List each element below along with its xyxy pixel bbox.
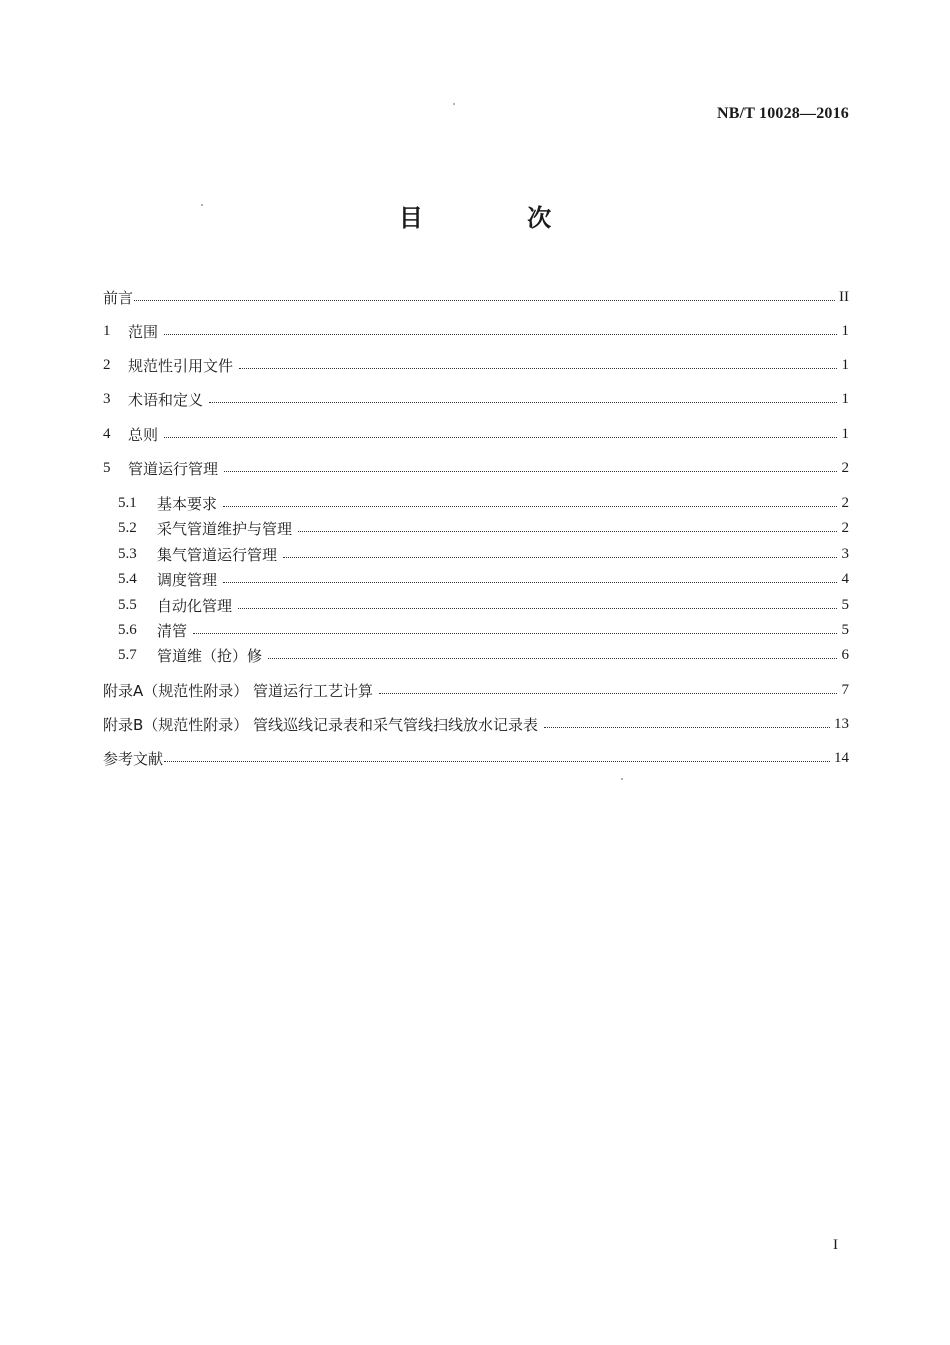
toc-leader-dots [193, 633, 837, 634]
toc-entry-page: 5 [841, 596, 849, 613]
toc-leader-dots [164, 334, 837, 335]
toc-entry-5-2[interactable] [118, 517, 849, 539]
toc-entry-appendix-b[interactable] [103, 713, 849, 735]
toc-entry-references[interactable] [103, 747, 849, 769]
toc-entry-5-3[interactable] [118, 543, 849, 565]
toc-entry-label: 调度管理 [157, 570, 218, 589]
toc-entry-page: 6 [841, 646, 849, 663]
toc-entry-label: 自动化管理 [157, 596, 233, 615]
toc-entry-number: 5 [103, 459, 111, 476]
scan-speck [453, 103, 455, 105]
toc-entry-number: 1 [103, 322, 111, 339]
toc-entry-number: 5.2 [118, 519, 137, 536]
document-code: NB/T 10028—2016 [716, 105, 849, 122]
toc-entry-5-1[interactable] [118, 492, 849, 514]
toc-entry-foreword[interactable] [103, 286, 849, 308]
toc-entry-page: 4 [841, 570, 849, 587]
toc-entry-label: 管道运行管理 [128, 459, 219, 478]
toc-entry-page: 3 [841, 545, 849, 562]
toc-leader-dots [164, 437, 837, 438]
toc-entry-page: 1 [841, 322, 849, 339]
toc-leader-dots [379, 693, 837, 694]
toc-entry-number: 5.6 [118, 621, 137, 638]
toc-entry-label: 总则 [128, 425, 159, 444]
toc-entry-number: 3 [103, 390, 111, 407]
toc-leader-dots [224, 471, 837, 472]
toc-entry-label: 附录A（规范性附录） 管道运行工艺计算 [103, 681, 374, 700]
toc-entry-appendix-a[interactable] [103, 679, 849, 701]
toc-entry-number: 5.5 [118, 596, 137, 613]
toc-leader-dots [238, 608, 837, 609]
toc-entry-page: II [839, 288, 849, 305]
toc-entry-page: 1 [841, 390, 849, 407]
toc-leader-dots [209, 402, 837, 403]
toc-entry-label: 附录B（规范性附录） 管线巡线记录表和采气管线扫线放水记录表 [103, 715, 539, 734]
toc-entry-page: 2 [841, 494, 849, 511]
toc-entry-page: 7 [841, 681, 849, 698]
toc-entry-5-4[interactable] [118, 568, 849, 590]
toc-leader-dots [544, 727, 830, 728]
toc-entry-page: 2 [841, 459, 849, 476]
toc-entry-page: 1 [841, 356, 849, 373]
toc-entry-number: 5.4 [118, 570, 137, 587]
toc-entry-number: 5.3 [118, 545, 137, 562]
toc-leader-dots [283, 557, 837, 558]
toc-entry-label: 集气管道运行管理 [157, 545, 278, 564]
toc-entry-3[interactable] [103, 388, 849, 410]
toc-entry-label: 范围 [128, 322, 159, 341]
toc-entry-number: 5.1 [118, 494, 137, 511]
scan-speck [621, 778, 623, 780]
toc-entry-label: 参考文献 [103, 749, 164, 768]
toc-leader-dots [239, 368, 837, 369]
toc-entry-5-7[interactable] [118, 644, 849, 666]
toc-leader-dots [298, 531, 837, 532]
toc-title: 目 次 [398, 204, 600, 232]
toc-entry-5[interactable] [103, 457, 849, 479]
page-number: I [833, 1237, 838, 1253]
scan-speck [201, 204, 203, 206]
toc-entry-label: 术语和定义 [128, 390, 204, 409]
toc-entry-4[interactable] [103, 423, 849, 445]
toc-entry-5-6[interactable] [118, 619, 849, 641]
toc-entry-label: 规范性引用文件 [128, 356, 234, 375]
toc-entry-page: 14 [834, 749, 849, 766]
toc-entry-label: 管道维（抢）修 [157, 646, 263, 665]
toc-entry-label: 采气管道维护与管理 [157, 519, 293, 538]
toc-entry-number: 2 [103, 356, 111, 373]
toc-entry-number: 4 [103, 425, 111, 442]
toc-entry-page: 13 [834, 715, 849, 732]
toc-entry-label: 基本要求 [157, 494, 218, 513]
toc-leader-dots [268, 658, 837, 659]
toc-leader-dots [223, 506, 837, 507]
toc-entry-page: 2 [841, 519, 849, 536]
toc-entry-page: 5 [841, 621, 849, 638]
toc-leader-dots [164, 761, 830, 762]
toc-leader-dots [134, 300, 835, 301]
toc-entry-label: 前言 [103, 288, 134, 307]
toc-entry-2[interactable] [103, 354, 849, 376]
toc-entry-5-5[interactable] [118, 594, 849, 616]
toc-entry-1[interactable] [103, 320, 849, 342]
toc-entry-page: 1 [841, 425, 849, 442]
toc-entry-number: 5.7 [118, 646, 137, 663]
toc-leader-dots [223, 582, 837, 583]
toc-entry-label: 清管 [157, 621, 188, 640]
